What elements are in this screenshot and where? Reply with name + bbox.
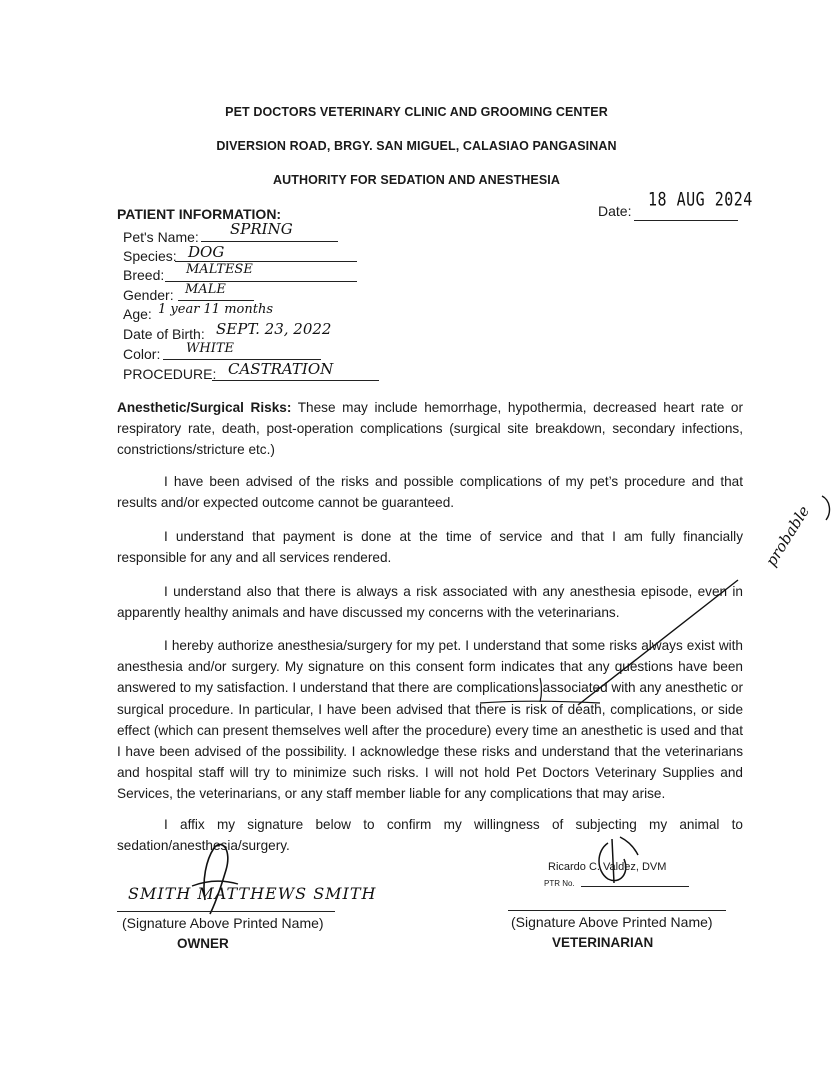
species-label: Species: (123, 248, 177, 264)
owner-signature-label: (Signature Above Printed Name) (122, 915, 324, 931)
breed-value: MALTESE (186, 262, 253, 277)
age-label: Age: (123, 306, 152, 322)
procedure-underline (212, 380, 379, 381)
owner-printed-name: SMITH MATTHEWS SMITH (128, 884, 377, 903)
procedure-label: PROCEDURE: (123, 366, 217, 382)
date-value: 18 AUG 2024 (648, 187, 753, 211)
species-value: DOG (188, 243, 225, 261)
patient-info-title: PATIENT INFORMATION: (117, 206, 282, 222)
clinic-name: PET DOCTORS VETERINARY CLINIC AND GROOMING CENTER (225, 105, 608, 119)
risks-label: Anesthetic/Surgical Risks: (117, 400, 292, 415)
consent-text-4: I hereby authorize anesthesia/surgery for my pet. I understand that some risks always exist with anesthesia and/or surgery. My signature on this consent form indicates that any questions have been answered to my satisfaction. I understand that there are complications associated with any anesthetic or surgical procedure. In particular, I have been advised that there is risk of death, complications, or side effect (which can present themselves well after the procedure) every time an anesthetic is used and that I have been advised of the possibility. I acknowledge these risks and understand that the veterinarians and hospital staff will try to minimize such risks. I will not hold Pet Doctors Veterinary Supplies and Services, the veterinarians, or any staff member liable for any complications that may arise. (117, 638, 743, 802)
form-title: AUTHORITY FOR SEDATION AND ANESTHESIA (272, 173, 561, 187)
date-underline (634, 220, 738, 221)
consent-text-1: I have been advised of the risks and possible complications of my pet’s procedure and that results and/or expected outcome cannot be guaranteed. (117, 474, 743, 511)
vet-signature-line (508, 910, 726, 911)
margin-note: probable (762, 502, 814, 570)
risks-paragraph (117, 397, 743, 461)
dob-label: Date of Birth: (123, 326, 205, 342)
annotation-strokes (480, 560, 750, 720)
consent-text-2: I understand that payment is done at the time of service and that I am fully financially responsible for any and all services rendered. (117, 529, 743, 566)
age-value: 1 year 11 months (158, 302, 274, 317)
pet-name-value: SPRING (230, 220, 293, 238)
vet-role: VETERINARIAN (552, 935, 654, 950)
pet-name-label: Pet's Name: (123, 229, 199, 245)
ptr-label: PTR No. (544, 879, 575, 888)
consent-text-3: I understand also that there is always a risk associated with any anesthesia episode, even in apparently healthy animals and have discussed my concerns with the veterinarians. (117, 584, 743, 621)
date-label: Date: (598, 203, 632, 219)
gender-value: MALE (185, 282, 226, 297)
owner-role: OWNER (177, 936, 229, 951)
consent-paragraph-1 (117, 471, 743, 513)
risks-text: These may include hemorrhage, hypothermia, decreased heart rate or respiratory rate, death, post-operation complications (surgical site breakdown, secondary infections, constrictions/stricture etc.) (117, 400, 743, 458)
clinic-address: DIVERSION ROAD, BRGY. SAN MIGUEL, CALASIAO PANGASINAN (216, 139, 617, 153)
dob-value: SEPT. 23, 2022 (216, 320, 332, 338)
color-label: Color: (123, 346, 161, 362)
breed-label: Breed: (123, 267, 165, 283)
owner-signature-line (117, 911, 335, 912)
gender-label: Gender: (123, 287, 174, 303)
vet-signature-label: (Signature Above Printed Name) (511, 914, 713, 930)
gender-underline (178, 300, 254, 301)
vet-name: Ricardo C. Valdez, DVM (548, 861, 667, 873)
owner-signature-mark (110, 840, 370, 920)
consent-text-5: I affix my signature below to confirm my willingness of subjecting my animal to sedation/anesthesia/surgery. (117, 817, 743, 854)
pet-name-underline (201, 241, 338, 242)
ptr-underline (581, 886, 689, 887)
procedure-value: CASTRATION (228, 360, 334, 378)
color-value: WHITE (186, 341, 234, 356)
